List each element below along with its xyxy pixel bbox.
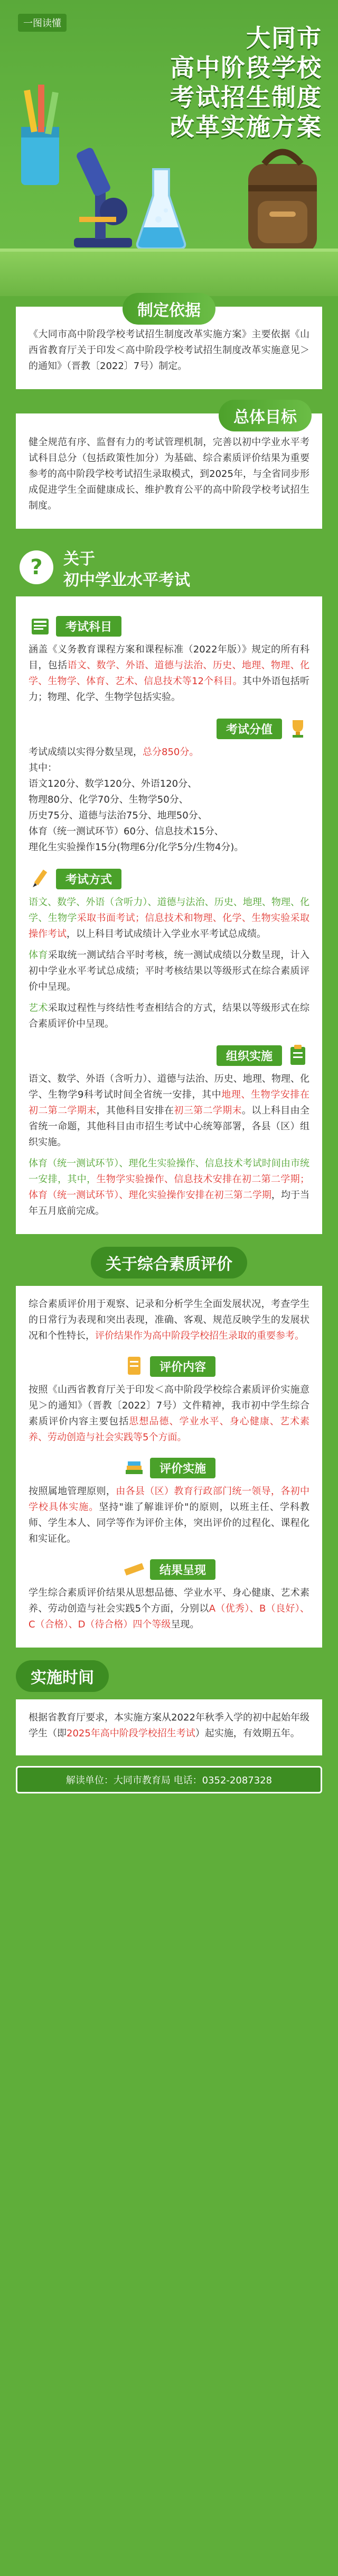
document-icon	[123, 1355, 146, 1378]
exam-scores-list	[29, 760, 309, 855]
section-exam	[16, 596, 322, 1234]
exam-scores-intro	[29, 744, 309, 760]
quality-content-red: 思想品德、学业水平、身心健康、艺术素养、劳动创造与社会实践等5个方面。	[29, 1416, 310, 1443]
section-time-b: ）起实施，有效期五年。	[195, 1728, 300, 1739]
exam-organize-p2	[29, 1156, 309, 1219]
section-goal-body: 健全规范有序、监督有力的考试管理机制，完善以初中学业水平考试科目总分（包括政策性加分）为基础、综合素质评价结果为重要参考的高中阶段学校考试招生录取模式，到2025年，与全省同步形成促进学生全面健康成长、维护教育公平的高中阶段学校考试招生制度。	[29, 437, 309, 511]
exam-organize-p2-b: ，均于当年五月底前完成。	[29, 1190, 310, 1217]
quality-result-b: 呈现。	[171, 1619, 200, 1630]
exam-methods-p2-b: 采取统一测试结合平时考核，统一测试成绩以分数呈现，计入初中学业水平考试总成绩；平时考核结果以等级形式在综合素质评价中呈现。	[29, 950, 310, 992]
exam-subjects-text-a: 涵盖《义务教育课程方案和课程标准（2022年版）》规定的所有科目，包括	[29, 644, 309, 671]
section-time-body	[29, 1710, 309, 1742]
quality-implement-body	[29, 1484, 309, 1547]
exam-methods-p1	[29, 895, 309, 942]
quality-implement-b: 坚持"谁了解谁评价"的原则，以班主任、学科教师、学生本人、同学等作为评价主体，突出评价的过程化、课程化和实证化。	[29, 1502, 309, 1544]
section-basis-title: 制定依据	[123, 293, 215, 325]
quality-content-a: 按照《山西省教育厅关于印发＜高中阶段学校综合素质评价实施意见＞的通知》（晋教〔2022〕7号）文件精神，我市初中学生综合素质评价内容主要包括	[29, 1384, 309, 1427]
hero-title	[100, 23, 322, 142]
exam-subjects-body	[29, 642, 309, 705]
quality-implement-a: 按照属地管理原则，	[29, 1486, 116, 1497]
exam-methods-label: 考试方式	[56, 869, 121, 889]
hero-title-line: 高中阶段学校	[170, 53, 322, 82]
pencil-cup-icon	[8, 85, 72, 190]
hero-title-line: 大同市	[246, 24, 322, 52]
quality-content-body	[29, 1382, 309, 1446]
exam-organize-p2-red: 生物学实验操作、信息技术安排在初二第二学期；体育（统一测试环节）、理化实验操作安排在初三第二学期	[29, 1174, 309, 1201]
hero-title-line: 考试招生制度	[170, 83, 322, 112]
exam-organize-p1-b: ，其他科目安排在	[96, 1105, 174, 1116]
section-basis-body: 《大同市高中阶段学校考试招生制度改革实施方案》主要依据《山西省教育厅关于印发＜高中阶段学校考试招生制度改革实施意见＞的通知》（晋教〔2022〕7号）制定。	[29, 329, 309, 372]
section-basis	[16, 301, 322, 389]
exam-organize-label: 组织实施	[217, 1045, 282, 1066]
quality-intro-red: 评价结果作为高中阶段学校招生录取的重要参考。	[95, 1330, 304, 1341]
section-goal-title: 总体目标	[219, 400, 312, 431]
exam-organize-p2-a: 体育（统一测试环节）、理化生实验操作、信息技术考试时间由市统一安排，其中，	[29, 1158, 309, 1185]
exam-organize-p1-a: 语文、数学、外语（含听力）、道德与法治、历史、地理、物理、化学、生物学9科考试时间全省统一安排，其中	[29, 1073, 309, 1100]
exam-methods-p1-b: ，以上科目考试成绩计入学业水平考试总成绩。	[67, 928, 266, 940]
exam-scores-intro-red: 总分850分。	[143, 747, 199, 758]
section-time-header	[16, 1660, 322, 1692]
section-time-title: 实施时间	[16, 1660, 109, 1692]
exam-scores-head	[29, 717, 309, 740]
section-time	[16, 1699, 322, 1755]
section-goal	[16, 408, 322, 529]
exam-organize-p1	[29, 1071, 309, 1151]
ruler-icon	[123, 1558, 146, 1581]
section-exam-header	[16, 544, 322, 591]
quality-implement-red: 由各县（区）教育行政部门统一领导，各初中学校具体实施。	[29, 1486, 310, 1513]
hero-title-line: 改革实施方案	[170, 113, 322, 141]
exam-organize-p1-c: 。以上科目由全省统一命题，其他科目由市招生考试中心统筹部署，各县（区）组织实施。	[29, 1105, 310, 1148]
exam-scores-line: 其中：	[29, 762, 57, 774]
exam-methods-p3-b: 采取过程性与终结性考查相结合的方式，结果以等级形式在综合素质评价中呈现。	[29, 1002, 310, 1029]
pencil-icon	[29, 867, 52, 890]
question-bubble-icon	[18, 549, 55, 586]
book-icon	[29, 614, 52, 638]
section-exam-title-line1: 关于	[63, 550, 95, 568]
section-basis-header	[123, 293, 215, 325]
svg-text:?: ?	[30, 555, 43, 579]
section-goal-header	[219, 400, 312, 431]
quality-content-head	[29, 1355, 309, 1378]
quality-intro-a: 综合素质评价用于观察、记录和分析学生全面发展状况，考查学生的日常行为表现和突出表现，准确、客观、规范反映学生的发展状况和个性特长，	[29, 1299, 309, 1341]
exam-scores-line: 语文120分、数学120分、外语120分、	[29, 778, 198, 789]
exam-organize-p1-red2: 初三第二学期末	[174, 1105, 242, 1116]
exam-scores-line: 体育（统一测试环节）60分、信息技术15分、	[29, 826, 224, 837]
backpack-icon	[232, 143, 327, 259]
book-stack-icon	[123, 1456, 146, 1479]
quality-content-label: 评价内容	[150, 1356, 215, 1377]
hero-tag: 一图读懂	[18, 14, 67, 32]
exam-methods-p2-a: 体育	[29, 950, 48, 961]
exam-organize-p1-red1: 地理、生物学安排在初二第二学期末	[29, 1089, 310, 1116]
hero-banner	[0, 0, 338, 296]
section-quality	[16, 1286, 322, 1648]
exam-scores-line: 历史75分、道德与法治75分、地理50分、	[29, 810, 208, 821]
section-time-red: 2025年高中阶段学校招生考试	[67, 1728, 195, 1739]
flask-icon	[132, 159, 190, 254]
quality-implement-label: 评价实施	[150, 1458, 215, 1478]
quality-implement-head	[29, 1456, 309, 1479]
quality-result-label: 结果呈现	[150, 1559, 215, 1580]
quality-result-red: A（优秀）、B（良好）、C（合格）、D（待合格）四个等级	[29, 1603, 310, 1630]
quality-result-a: 学生综合素质评价结果从思想品德、学业水平、身心健康、艺术素养、劳动创造与社会实践5个方面，分别以	[29, 1587, 309, 1614]
section-exam-title-line2: 初中学业水平考试	[63, 571, 190, 590]
clipboard-icon	[286, 1044, 309, 1067]
exam-methods-head	[29, 867, 309, 890]
footer: 解读单位：大同市教育局 电话：0352-2087328	[16, 1766, 322, 1793]
exam-methods-p2	[29, 947, 309, 995]
exam-methods-p3-a: 艺术	[29, 1002, 48, 1014]
exam-subjects-text-b: 其中外语包括听力；物理、化学、生物学包括实验。	[29, 676, 309, 703]
section-time-a: 根据省教育厅要求，本实施方案从2022年秋季入学的初中起始年级学生（即	[29, 1712, 309, 1739]
section-quality-header	[16, 1247, 322, 1278]
exam-methods-p3	[29, 1000, 309, 1032]
exam-scores-line: 理化生实验操作15分(物理6分/化学5分/生物4分)。	[29, 842, 244, 853]
exam-subjects-head	[29, 614, 309, 638]
exam-scores-label: 考试分值	[217, 719, 282, 739]
microscope-icon	[63, 132, 137, 254]
trophy-icon	[286, 717, 309, 740]
exam-methods-p1-a: 语文、数学、外语（含听力）、道德与法治、历史、地理、物理、化学、生物学	[29, 897, 309, 924]
quality-result-head	[29, 1558, 309, 1581]
exam-scores-intro-a: 考试成绩以实得分数呈现，	[29, 747, 143, 758]
exam-organize-head	[29, 1044, 309, 1067]
exam-subjects-text-red: 语文、数学、外语、道德与法治、历史、地理、物理、化学、生物学、体育、艺术、信息技术等12个科目。	[29, 660, 310, 687]
exam-subjects-label: 考试科目	[56, 616, 121, 637]
quality-intro	[29, 1296, 309, 1344]
exam-methods-p1-red: 采取书面考试；信息技术和物理、化学、生物实验采取操作考试	[29, 913, 310, 940]
hero-shelf	[0, 249, 338, 296]
quality-result-body	[29, 1585, 309, 1633]
exam-scores-line: 物理80分、化学70分、生物学50分、	[29, 794, 189, 805]
section-quality-title: 关于综合素质评价	[91, 1247, 247, 1278]
